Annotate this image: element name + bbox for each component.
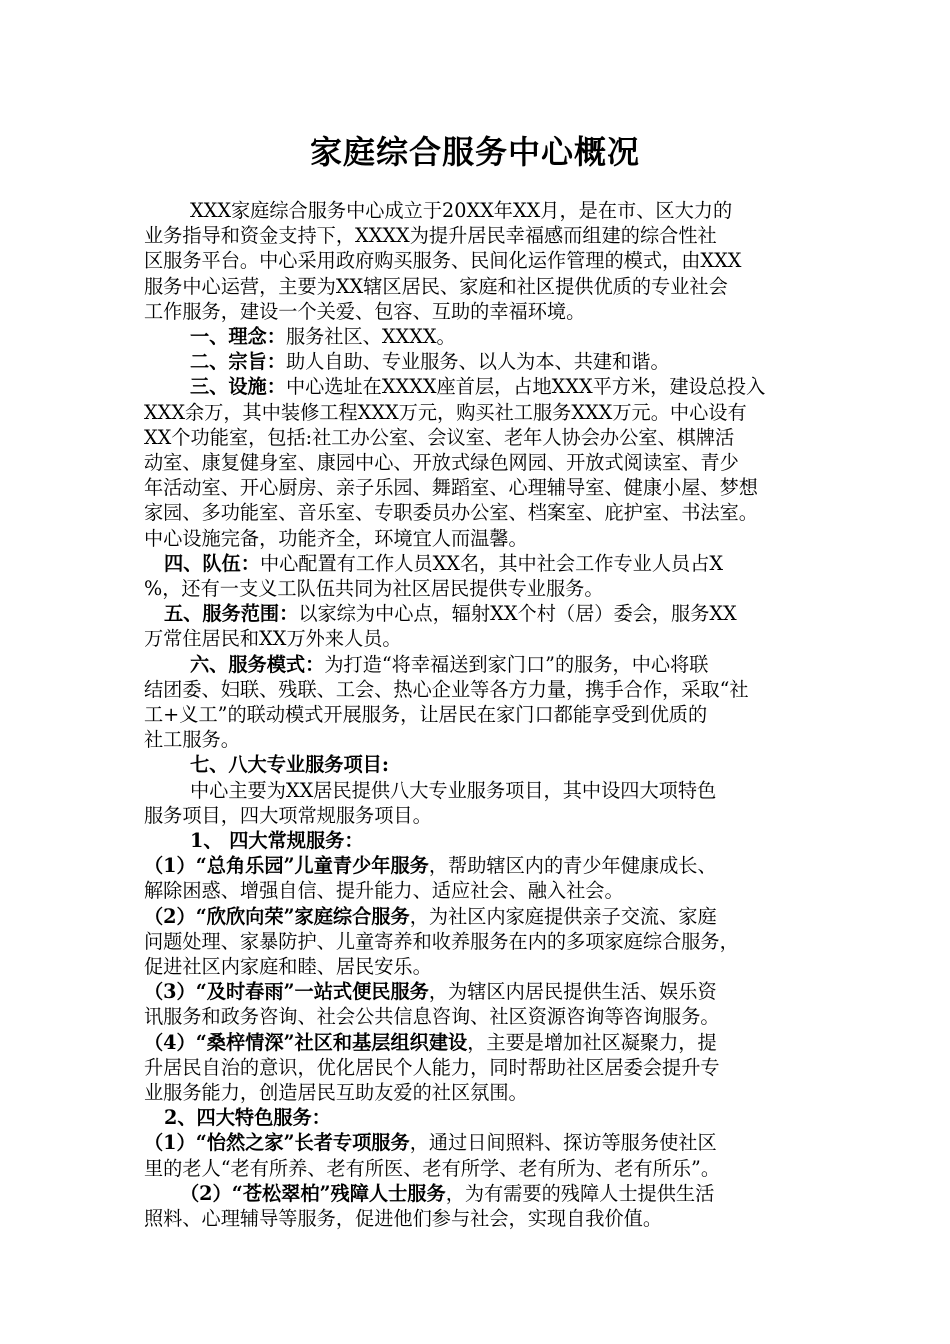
- text-line: [144, 1206, 810, 1232]
- text-segment: 中心设施完备，功能齐全，环境宜人而温馨。: [144, 526, 528, 550]
- text-segment: 年活动室、开心厨房、亲子乐园、舞蹈室、心理辅导室、健康小屋、梦想: [144, 476, 758, 500]
- text-line: [144, 223, 810, 249]
- text-segment: 工作服务，建设一个关爱、包容、互助的幸福环境。: [144, 299, 586, 323]
- bold-text: （1）“怡然之家”长者专项服务: [144, 1131, 410, 1155]
- text-segment: 结团委、妇联、残联、工会、热心企业等各方力量，携手合作，采取“社: [144, 677, 749, 701]
- text-segment: 讯服务和政务咨询、社会公共信息咨询、社区资源咨询等咨询服务。: [144, 1005, 720, 1029]
- text-segment: 问题处理、家暴防护、儿童寄养和收养服务在内的多项家庭综合服务，: [144, 929, 739, 953]
- bold-text: 三、设施：: [190, 375, 286, 399]
- text-segment: ，通过日间照料、探访等服务使社区: [409, 1131, 717, 1155]
- text-segment: 解除困惑、增强自信、提升能力、适应社会、融入社会。: [144, 879, 624, 903]
- text-line: [144, 1004, 810, 1030]
- text-line: [144, 626, 810, 652]
- text-segment: 社工服务。: [144, 728, 240, 752]
- text-segment: 家园、多功能室、音乐室、专职委员办公室、档案室、庇护室、书法室。: [144, 501, 758, 525]
- text-line: [190, 828, 810, 854]
- text-line: [144, 954, 810, 980]
- text-segment: XX个功能室，包括:社工办公室、会议室、老年人协会办公室、棋牌活: [144, 425, 735, 449]
- text-line: [144, 929, 810, 955]
- text-line: [144, 576, 810, 602]
- text-line: [144, 274, 810, 300]
- text-line: [144, 1156, 810, 1182]
- text-line: [190, 752, 810, 778]
- text-segment: 动室、康复健身室、康园中心、开放式绿色网园、开放式阅读室、青少: [144, 451, 739, 474]
- text-line: [144, 979, 810, 1005]
- text-segment: 促进社区内家庭和睦、居民安乐。: [144, 955, 432, 978]
- text-segment: 中心选址在XXXX座首层，占地XXX平方米，建设总投入: [285, 375, 766, 399]
- bold-text: 七、八大专业服务项目:: [190, 753, 389, 777]
- text-segment: 助人自助、专业服务、以人为本、共建和谐。: [285, 350, 670, 374]
- text-line: [144, 475, 810, 501]
- text-line: [144, 1030, 810, 1056]
- text-line: [190, 198, 810, 224]
- bold-text: 2、四大特色服务：: [164, 1106, 331, 1130]
- bold-text: 二、宗旨：: [190, 350, 286, 374]
- text-segment: XXX家庭综合服务中心成立于20XX年XX月，是在市、区大力的: [190, 199, 733, 222]
- bold-text: 六、服务模式：: [190, 652, 325, 676]
- text-line: [144, 1055, 810, 1081]
- text-line: [144, 248, 810, 274]
- text-line: [190, 778, 810, 804]
- text-line: [164, 551, 810, 577]
- text-segment: XXX余万，其中装修工程XXX万元，购买社工服务XXX万元。中心设有: [144, 400, 747, 424]
- text-line: [190, 652, 810, 678]
- text-segment: 为打造“将幸福送到家门口”的服务，中心将联: [324, 652, 709, 676]
- bold-text: 五、服务范围：: [164, 602, 299, 626]
- bold-text: （3）“及时春雨”一站式便民服务: [144, 980, 429, 1004]
- text-segment: 服务中心运营，主要为XX辖区居民、家庭和社区提供优质的专业社会: [144, 274, 728, 298]
- text-line: [144, 425, 810, 451]
- text-segment: 中心配置有工作人员XX名，其中社会工作专业人员占X: [259, 551, 724, 575]
- text-line: [164, 1105, 810, 1131]
- text-segment: 升居民自治的意识，优化居民个人能力，同时帮助社区居委会提升专: [144, 1055, 720, 1079]
- text-line: [144, 500, 810, 526]
- text-line: [144, 526, 810, 552]
- text-line: [144, 727, 810, 753]
- text-segment: 业服务能力，创造居民互助友爱的社区氛围。: [144, 1081, 528, 1104]
- text-line: [144, 904, 810, 930]
- text-segment: 区服务平台。中心采用政府购买服务、民间化运作管理的模式，由XXX: [144, 249, 742, 273]
- text-segment: ，为有需要的残障人士提供生活: [445, 1181, 715, 1205]
- text-segment: 万常住居民和XX万外来人员。: [144, 627, 402, 651]
- text-line: [144, 400, 810, 426]
- bold-text: （4）“桑梓情深”社区和基层组织建设: [144, 1030, 468, 1054]
- text-segment: ，主要是增加社区凝聚力，提: [467, 1030, 717, 1054]
- text-line: [144, 1080, 810, 1106]
- text-line: [144, 450, 810, 476]
- text-line: [144, 299, 810, 325]
- text-segment: 工+义工”的联动模式开展服务，让居民在家门口都能享受到优质的: [144, 703, 708, 726]
- text-segment: ，帮助辖区内的青少年健康成长、: [428, 854, 717, 878]
- text-segment: 服务项目，四大项常规服务项目。: [144, 803, 432, 827]
- text-line: [190, 374, 810, 400]
- text-line: [164, 601, 810, 627]
- bold-text: （2）“欣欣向荣”家庭综合服务: [144, 904, 410, 928]
- document-title: 家庭综合服务中心概况: [309, 133, 640, 171]
- bold-text: （2）“苍松翠柏”残障人士服务: [180, 1181, 446, 1205]
- bold-text: （1）“总角乐园”儿童青少年服务: [144, 854, 429, 878]
- text-line: [144, 803, 810, 829]
- text-line: [190, 324, 810, 350]
- text-segment: %，还有一支义工队伍共同为社区居民提供专业服务。: [144, 577, 604, 600]
- text-line: [144, 878, 810, 904]
- text-line: [190, 349, 810, 375]
- text-line: [144, 702, 810, 728]
- bold-text: 四、队伍：: [164, 551, 260, 575]
- text-segment: 业务指导和资金支持下，XXXX为提升居民幸福感而组建的综合性社: [144, 224, 717, 248]
- text-line: [144, 1130, 810, 1156]
- text-segment: ，为社区内家庭提供亲子交流、家庭: [409, 904, 717, 928]
- text-line: [144, 677, 810, 703]
- bold-text: 一、理念：: [190, 325, 286, 348]
- text-segment: 服务社区、XXXX。: [285, 325, 456, 348]
- text-line: [144, 853, 810, 879]
- bold-text: 1、 四大常规服务：: [190, 829, 364, 852]
- text-segment: ，为辖区内居民提供生活、娱乐资: [428, 980, 717, 1004]
- text-line: [180, 1181, 810, 1207]
- text-segment: 中心主要为XX居民提供八大专业服务项目，其中设四大项特色: [190, 778, 717, 802]
- text-segment: 以家综为中心点，辐射XX个村（居）委会，服务XX: [298, 602, 737, 626]
- text-segment: 里的老人“老有所养、老有所医、老有所学、老有所为、老有所乐”。: [144, 1156, 721, 1180]
- text-segment: 照料、心理辅导等服务，促进他们参与社会，实现自我价值。: [144, 1207, 663, 1230]
